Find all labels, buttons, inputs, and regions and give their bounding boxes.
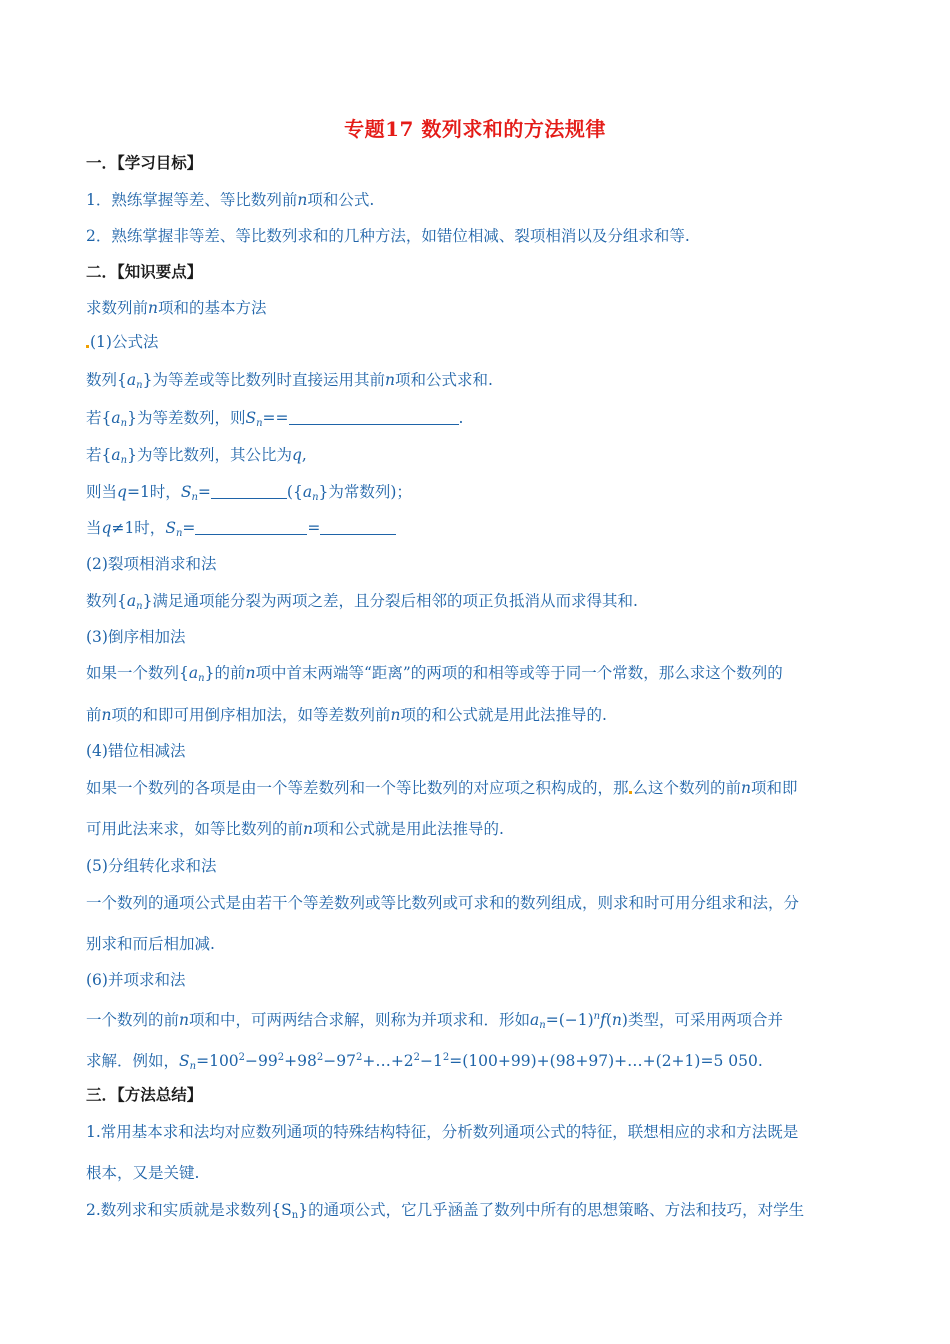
method-1-heading: (1)公式法 <box>86 332 158 352</box>
method-1-line-5: 当q≠1时，$S_n=$ = <box>86 518 396 544</box>
method-5-heading: (5)分组转化求和法 <box>86 857 217 875</box>
method-2-heading: (2)裂项相消求和法 <box>86 555 217 573</box>
method-1-line-3: 若$\{a_n\}$为等比数列，其公比为q, <box>86 446 307 466</box>
fill-in-blank <box>195 520 307 535</box>
method-2-line-1: 数列$\{a_n\}$满足通项能分裂为两项之差，且分裂后相邻的项正负抵消从而求得其和. <box>86 592 638 612</box>
method-6-heading: (6)并项求和法 <box>86 971 186 989</box>
method-4-line-1: 如果一个数列的各项是由一个等差数列和一个等比数列的对应项之积构成的，那 么这个数列的前n项和即 <box>86 779 798 797</box>
method-3-line-2: 前n项的和即可用倒序相加法，如等差数列前n项的和公式就是用此法推导的. <box>86 706 607 724</box>
section-heading-key-points: 二．【知识要点】 <box>86 262 203 281</box>
section-heading-method-summary: 三．【方法总结】 <box>86 1085 203 1104</box>
summary-line-2: 根本，又是关键. <box>86 1164 200 1182</box>
method-5-line-2: 别求和而后相加减. <box>86 935 215 953</box>
method-6-line-2: 求解．例如，$S_n=100^2-99^2+98^2-97^2+\dots+2^2-1^2=(100+99)+(98+97)+\dots+(2+1)=5$ 050. <box>86 1052 763 1072</box>
fill-in-blank <box>320 520 396 535</box>
summary-line-1: 1.常用基本求和法均对应数列通项的特殊结构特征，分析数列通项公式的特征，联想相应的求和方法既是 <box>86 1123 799 1141</box>
method-1-line-4: 则当q=1时，$S_n= (\{a_n\}$为常数列)； <box>86 483 412 503</box>
method-4-line-2: 可用此法来求，如等比数列的前n项和公式就是用此法推导的. <box>86 820 504 838</box>
marker-dot-icon <box>629 791 632 794</box>
method-1-line-2: 若$\{a_n\}$为等差数列，则$S_n==$ . <box>86 409 464 429</box>
goal-item-2: 2．熟练掌握非等差、等比数列求和的几种方法，如错位相减、裂项相消以及分组求和等. <box>86 227 690 245</box>
method-5-line-1: 一个数列的通项公式是由若干个等差数列或等比数列或可求和的数列组成，则求和时可用分组求和法，分 <box>86 894 800 912</box>
method-1-line-1: 数列$\{a_n\}$为等差或等比数列时直接运用其前n项和公式求和. <box>86 371 493 391</box>
method-3-line-1: 如果一个数列$\{a_n\}$的前n项中首末两端等“距离”的两项的和相等或等于同一个常数，那么求这个数列的 <box>86 664 783 684</box>
marker-dot-icon <box>86 345 89 348</box>
summary-line-3: 2.数列求和实质就是求数列$\{S_n\}$的通项公式，它几乎涵盖了数列中所有的思想策略、方法和技巧，对学生 <box>86 1201 805 1221</box>
method-6-line-1: 一个数列的前n项和中，可两两结合求解，则称为并项求和．形如$a_n=(-1)^nf(n)$类型，可采用两项合并 <box>86 1011 783 1031</box>
goal-item-1: 1．熟练掌握等差、等比数列前n项和公式. <box>86 191 375 209</box>
method-3-heading: (3)倒序相加法 <box>86 628 186 646</box>
section-heading-learning-goals: 一．【学习目标】 <box>86 153 203 172</box>
fill-in-blank <box>211 484 287 499</box>
fill-in-blank <box>289 410 459 425</box>
method-4-heading: (4)错位相减法 <box>86 742 186 760</box>
page-title: 专题17 数列求和的方法规律 <box>344 117 606 141</box>
key-points-intro: 求数列前n项和的基本方法 <box>86 299 267 317</box>
